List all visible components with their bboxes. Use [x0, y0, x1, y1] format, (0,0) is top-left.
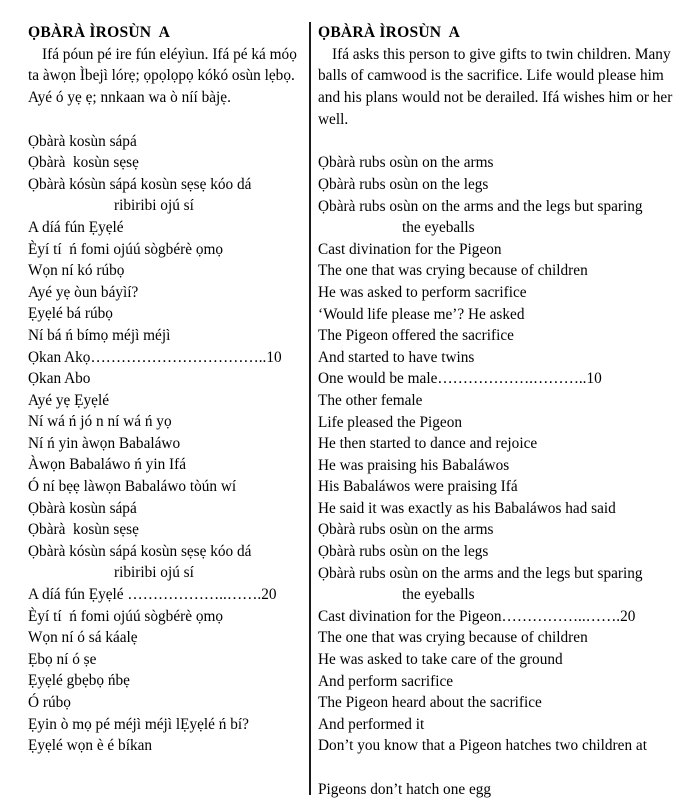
verse-line: ribiribi ojú sí — [114, 197, 194, 215]
left-column-verse-list — [28, 131, 300, 757]
left-column-intro-paragraph: Ifá póun pé ire fún eléyìun. Ifá pé ká móọ ta àwọn Ìbejì lórẹ; ọpọlọpọ kókó osùn lẹbọ. Ayé ó yẹ ẹ; nnkaan wa ò níí bàjẹ. — [28, 45, 297, 107]
verse-line: Don’t you know that a Pigeon hatches two children at — [318, 737, 647, 755]
verse-line-blank — [318, 757, 686, 779]
verse-line: Pigeons don’t hatch one egg — [318, 780, 492, 798]
verse-line: The Pigeon offered the sacrifice — [318, 327, 514, 345]
verse-line: He was asked to perform sacrifice — [318, 283, 527, 301]
verse-line: Ọbàrà rubs osùn on the arms — [318, 521, 494, 539]
verse-line: Ọbàrà rubs osùn on the legs — [318, 543, 489, 561]
verse-line: Ó rúbọ — [28, 694, 71, 712]
verse-line: Ọbàrà rubs osùn on the arms and the legs but sparing — [318, 564, 643, 582]
verse-line: Ẹyẹlé wọn è é bíkan — [28, 737, 153, 755]
verse-line: And started to have twins — [318, 348, 475, 366]
verse-line: He then started to dance and rejoice — [318, 435, 538, 453]
column-divider-rule — [309, 22, 311, 795]
verse-line-numbered: One would be male……………….………..10 — [318, 370, 602, 388]
verse-line: He was asked to take care of the ground — [318, 651, 563, 669]
verse-line: Ọbàrà kósùn sápá kosùn sẹsẹ kóo dá — [28, 175, 252, 193]
verse-line: Ọbàrà kósùn sápá kosùn sẹsẹ kóo dá — [28, 542, 252, 560]
verse-line: Ọbàrà kosùn sápá — [28, 499, 137, 517]
verse-line: Cast divination for the Pigeon — [318, 240, 502, 258]
verse-line: Ayé yẹ òun báyìí? — [28, 283, 139, 301]
verse-line: The one that was crying because of children — [318, 262, 588, 280]
verse-line: Ọbàrà rubs osùn on the arms and the legs but sparing — [318, 197, 643, 215]
verse-line: Àwọn Babaláwo ń yin Ifá — [28, 456, 187, 474]
verse-line: the eyeballs — [402, 219, 475, 237]
verse-line: Ní wá ń jó n ní wá ń yọ — [28, 413, 172, 431]
right-column-heading: ỌBÀRÀ ÌROSÙN A — [318, 24, 461, 41]
verse-line: And performed it — [318, 715, 425, 733]
verse-line: Wọn ní ó sá káalẹ — [28, 629, 138, 647]
verse-line: The other female — [318, 391, 423, 409]
verse-line: Ní ń yin àwọn Babaláwo — [28, 434, 181, 452]
verse-line: Ẹyẹlé gbẹbọ ńbẹ — [28, 672, 130, 690]
verse-line: The one that was crying because of children — [318, 629, 588, 647]
right-column-verse-list — [318, 152, 686, 800]
verse-line: He said it was exactly as his Babaláwos had said — [318, 499, 616, 517]
verse-line: Ọbàrà kosùn sápá — [28, 132, 137, 150]
left-column-heading: ỌBÀRÀ ÌROSÙN A — [28, 24, 171, 41]
verse-line: ribiribi ojú sí — [114, 564, 194, 582]
verse-line: Ẹbọ ní ó ṣe — [28, 650, 97, 668]
verse-line: Ó ní bẹẹ làwọn Babaláwo tòún wí — [28, 478, 237, 496]
verse-line: Ọbàrà kosùn sẹsẹ — [28, 521, 139, 539]
verse-line: Ayé yẹ Ẹyẹlé — [28, 391, 109, 409]
verse-line: Èyí tí ń fomi ojúú sògbérè ọmọ — [28, 607, 224, 625]
verse-line-numbered: Ọkan Akọ……………………………..10 — [28, 348, 282, 366]
verse-line: Wọn ní kó rúbọ — [28, 262, 125, 280]
verse-line: And perform sacrifice — [318, 672, 454, 690]
verse-line: the eyeballs — [402, 586, 475, 604]
verse-line: Ọbàrà kosùn sẹsẹ — [28, 154, 139, 172]
right-column-intro-paragraph: Ifá asks this person to give gifts to twin children. Many balls of camwood is the sacrifice. Life would please him and his plans would not be derailed. Ifá wishes him or her well. — [318, 45, 673, 128]
verse-line: His Babaláwos were praising Ifá — [318, 478, 518, 496]
verse-line: Ní bá ń bímọ méjì méjì — [28, 326, 171, 344]
verse-line-numbered: A díá fún Ẹyẹlé ………………..…….20 — [28, 586, 277, 604]
verse-line: He was praising his Babaláwos — [318, 456, 510, 474]
verse-line: A díá fún Ẹyẹlé — [28, 218, 124, 236]
verse-line: The Pigeon heard about the sacrifice — [318, 694, 542, 712]
verse-line: Ọbàrà rubs osùn on the arms — [318, 154, 494, 172]
verse-line: Ọkan Abo — [28, 370, 91, 388]
right-column-english — [318, 22, 686, 800]
verse-line: Ẹyin ò mọ pé méjì méjì lẸyẹlé ń bí? — [28, 715, 249, 733]
verse-line-numbered: Cast divination for the Pigeon……………..…….20 — [318, 607, 636, 625]
verse-line: Life pleased the Pigeon — [318, 413, 462, 431]
verse-line: Ọbàrà rubs osùn on the legs — [318, 175, 489, 193]
verse-line: ‘Would life please me’? He asked — [318, 305, 525, 323]
verse-line: Èyí tí ń fomi ojúú sògbérè ọmọ — [28, 240, 224, 258]
left-column-yoruba — [28, 22, 300, 757]
verse-line: Ẹyẹlé bá rúbọ — [28, 305, 113, 323]
